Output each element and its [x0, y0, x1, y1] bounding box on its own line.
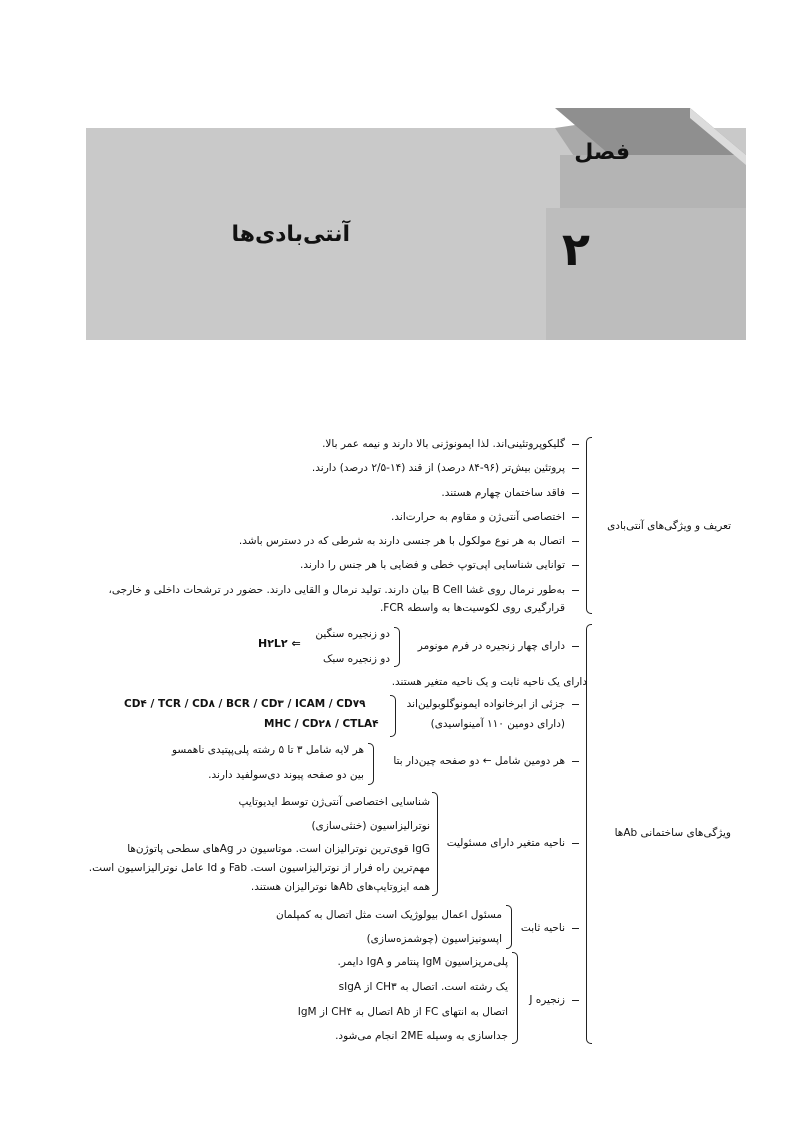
chapter-number: ۲ — [561, 222, 590, 276]
chapter-title: آنتی‌بادی‌ها — [231, 222, 350, 247]
superfamily-members1: CD۴ / TCR / CD۸ / BCR / CD۳ / ICAM / CD۷۹ — [124, 698, 366, 710]
domain-text: هر دومین شامل ← دو صفحه چین‌دار بتا — [393, 755, 565, 767]
section1-item: اتصال به هر نوع مولکول با هر جنسی دارند به شرطی که در دسترس باشد. — [238, 535, 565, 547]
section1-item: پروتئین بیش‌تر (۹۶-۸۴ درصد) از قند (۱۴-۲/۵ درصد) دارند. — [311, 462, 565, 474]
chains-formula: H۲L۲ ⇐ — [258, 637, 301, 650]
variable-item: IgG قوی‌ترین نوترالیزان است. موتاسیون در Agهای سطحی پاتوژن‌ها — [127, 843, 430, 855]
section1-item: اختصاصی آنتی‌ژن و مقاوم به حرارت‌اند. — [391, 511, 565, 523]
variable-item: مهم‌ترین راه فرار از نوترالیزاسیون است. Fab و Id عامل نوترالیزاسیون است. — [88, 862, 430, 874]
section1-label: تعریف و ویژگی‌های آنتی‌بادی — [607, 520, 731, 532]
constant-brace — [506, 905, 512, 949]
constant-item: اپسونیزاسیون (چوشمزه‌سازی) — [366, 933, 502, 945]
light-chain: دو زنجیره سبک — [322, 653, 390, 665]
domain-sub1: هر لایه شامل ۳ تا ۵ رشته پلی‌پپتیدی ناهمسو — [171, 744, 364, 756]
superfamily-members2: MHC / CD۲۸ / CTLA۴ — [264, 718, 379, 730]
const-var-text: دارای یک ناحیه ثابت و یک ناحیه متغیر هستند. — [391, 676, 587, 688]
constant-label: ناحیه ثابت — [520, 922, 565, 934]
jchain-item: اتصال به انتهای FC از Ab اتصال به CH۴ از IgM — [297, 1006, 508, 1018]
domain-sub2: بین دو صفحه پیوند دی‌سولفید دارند. — [208, 769, 364, 781]
section2-label: ویژگی‌های ساختمانی Abها — [614, 827, 731, 839]
variable-item: همه ایزوتایپ‌های Abها نوترالیزان هستند. — [250, 881, 430, 893]
jchain-item: یک رشته است. اتصال به CH۳ از sIgA — [338, 981, 508, 993]
chains-text: دارای چهار زنجیره در فرم مونومر — [417, 640, 565, 652]
jchain-brace — [512, 952, 518, 1044]
section1-item: قرارگیری روی لکوسیت‌ها به واسطه FCR. — [379, 602, 565, 614]
variable-label: ناحیه متغیر دارای مسئولیت — [446, 837, 565, 849]
chapter-banner — [0, 100, 794, 360]
section1-item: توانایی شناسایی اپی‌توپ خطی و فضایی با هر جنس را دارند. — [300, 559, 565, 571]
variable-brace — [432, 792, 438, 896]
chains-brace — [394, 627, 400, 667]
variable-item: نوترالیزاسیون (خنثی‌سازی) — [311, 820, 430, 832]
superfamily-line2: (دارای دومین ۱۱۰ آمینواسیدی) — [430, 718, 565, 730]
superfamily-brace — [390, 695, 396, 737]
variable-item: شناسایی اختصاصی آنتی‌ژن توسط ایدیوتایپ — [238, 796, 430, 808]
heavy-chain: دو زنجیره سنگین — [315, 628, 390, 640]
jchain-item: جداسازی به وسیله 2ME انجام می‌شود. — [335, 1030, 508, 1042]
superfamily-line1: جزئی از ابرخانواده ایمونوگلوبولین‌اند — [406, 698, 565, 710]
jchain-item: پلی‌مریزاسیون IgM پنتامر و IgA دایمر. — [337, 956, 508, 968]
jchain-label: زنجیره J — [529, 994, 565, 1006]
section1-item: گلیکوپروتئینی‌اند. لذا ایمونوژنی بالا دارند و نیمه عمر بالا. — [322, 438, 565, 450]
domain-brace — [368, 743, 374, 785]
section1-brace — [586, 437, 592, 614]
section1-item: به‌طور نرمال روی غشا B Cell بیان دارند. تولید نرمال و القایی دارند. حضور در ترشحات داخلی و خارجی، — [108, 584, 565, 596]
section1-item: فاقد ساختمان چهارم هستند. — [441, 487, 565, 499]
constant-item: مسئول اعمال بیولوژیک است مثل اتصال به کمپلمان — [276, 909, 502, 921]
chapter-label: فصل — [574, 140, 630, 165]
